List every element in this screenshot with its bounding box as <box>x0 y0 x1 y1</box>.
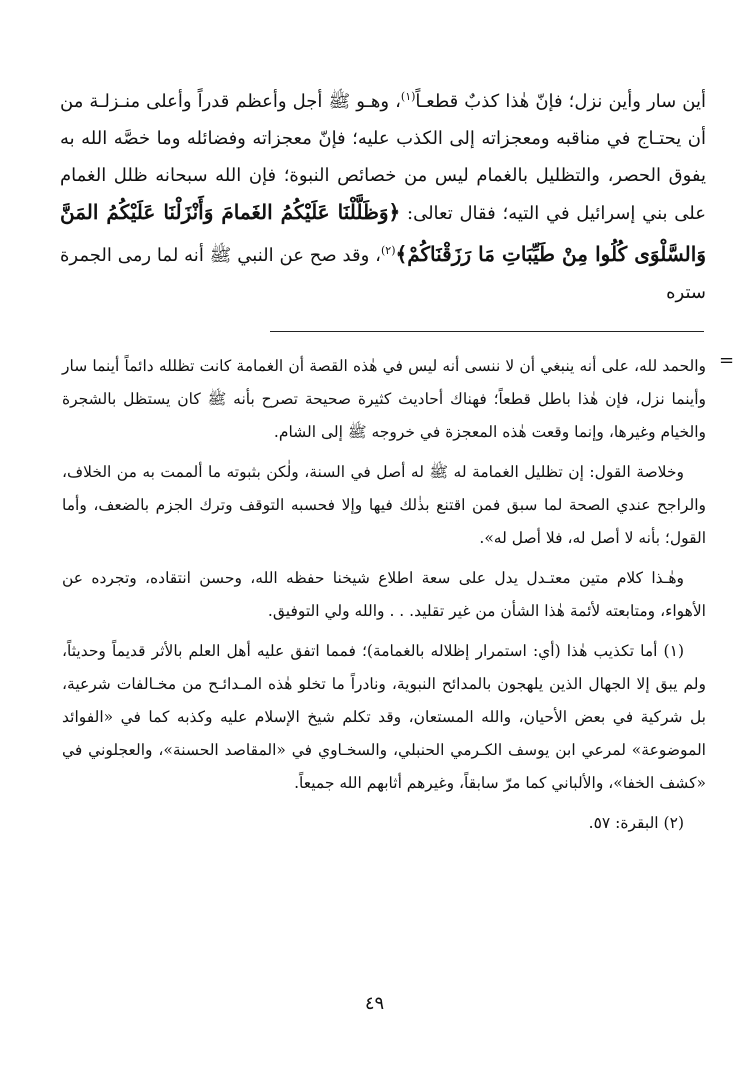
main-text-line1: أين سار وأين نزل؛ فإنّ هٰذا كذبٌ قطعـاً <box>415 91 706 112</box>
main-paragraph <box>60 78 706 311</box>
footnote-1 <box>62 635 706 800</box>
quran-verse: ﴿وَظَلَّلْنَا عَلَيْكُمُ الغَمامَ وَأَنْزَلْنَا عَلَيْكُمُ المَنَّ وَالسَّلْوَى كُلُوا مِنْ طَيِّبَاتِ مَا رَزَقْنَاكُمْ﴾ <box>60 200 706 266</box>
footnote-2-text: البقرة: ٥٧. <box>588 814 659 832</box>
footnote-2 <box>62 807 706 840</box>
footnote-continued-paragraph-3: وهٰـذا كلام متين معتـدل يدل على سعة اطلاع شيخنا حفظه الله، وحسن انتقاده، وتجرده عن الأهواء، ومتابعته لأئمة هٰذا الشأن من غير تقليد. . . والله ولي التوفيق. <box>62 569 706 620</box>
footnote-ref-1: (١) <box>400 90 416 103</box>
footnotes-section <box>62 350 706 847</box>
footnote-1-text: أما تكذيب هٰذا (أي: استمرار إظلاله بالغمامة)؛ فمما اتفق عليه أهل العلم بالأثر قديماً وحديثاً، ولم يبق إلا الجهال الذين يلهجون بالمدائح النبوية، ونادراً ما تخلو هٰذه المـدائـح من مخـالفات شرعية، بل شركية في بعض الأحيان، والله المستعان، وقد تكلم شيخ الإسلام عليه وكذبه كما في «الفوائد الموضوعة» لمرعي ابن يوسف الكـرمي الحنبلي، والسخـاوي في «المقاصد الحسنة»، والعجلوني في «كشف الخفا»، والألباني كما مرّ سابقاً، وغيرهم أثابهم الله جميعاً. <box>62 642 706 792</box>
footnote-1-label: (١) <box>663 642 684 660</box>
footnote-continued-paragraph-1: والحمد لله، على أنه ينبغي أن لا ننسى أنه ليس في هٰذه القصة أن الغمامة كانت تظلله دائماً أينما سار وأينما نزل، فإن هٰذا باطل قطعاً؛ فهناك أحاديث كثيرة صحيحة تصرح بأنه ﷺ كان يستظل بالشجرة والخيام وغيرها، وإنما وقعت هٰذه المعجزة في خروجه ﷺ إلى الشام. <box>62 357 706 441</box>
footnote-divider <box>270 331 704 332</box>
footnote-ref-2: (٢) <box>380 244 396 257</box>
page-number: ٤٩ <box>364 993 385 1014</box>
main-text-end: ، وقد صح عن النبي ﷺ أنه لما رمى الجمرة ستره <box>60 245 706 303</box>
footnote-2-label: (٢) <box>663 814 684 832</box>
footnote-continued-paragraph-2: وخلاصة القول: إن تظليل الغمامة له ﷺ له أصل في السنة، ولٰكن بثبوته ما ألممت به من الخلاف، والراجح عندي الصحة لما سبق فمن اقتنع بذٰلك فيها وإلا فحسبه التوقف وترك الجزم بالضعف، وأما القول؛ بأنه لا أصل له، فلا أصل له». <box>62 463 706 547</box>
continuation-mark: = <box>719 350 735 371</box>
main-text-body: ، وهـو ﷺ أجل وأعظم قدراً وأعلى منـزلـة من أن يحتـاج في مناقبه ومعجزاته إلى الكذب عليه؛ فإنّ معجزاته وفضائله وما خصَّه الله به يفوق الحصر، والتظليل بالغمام ليس من خصائص النبوة؛ فإن الله سبحانه ظلل الغمام على بني إسرائيل في التيه؛ فقال تعالى: <box>60 91 706 224</box>
